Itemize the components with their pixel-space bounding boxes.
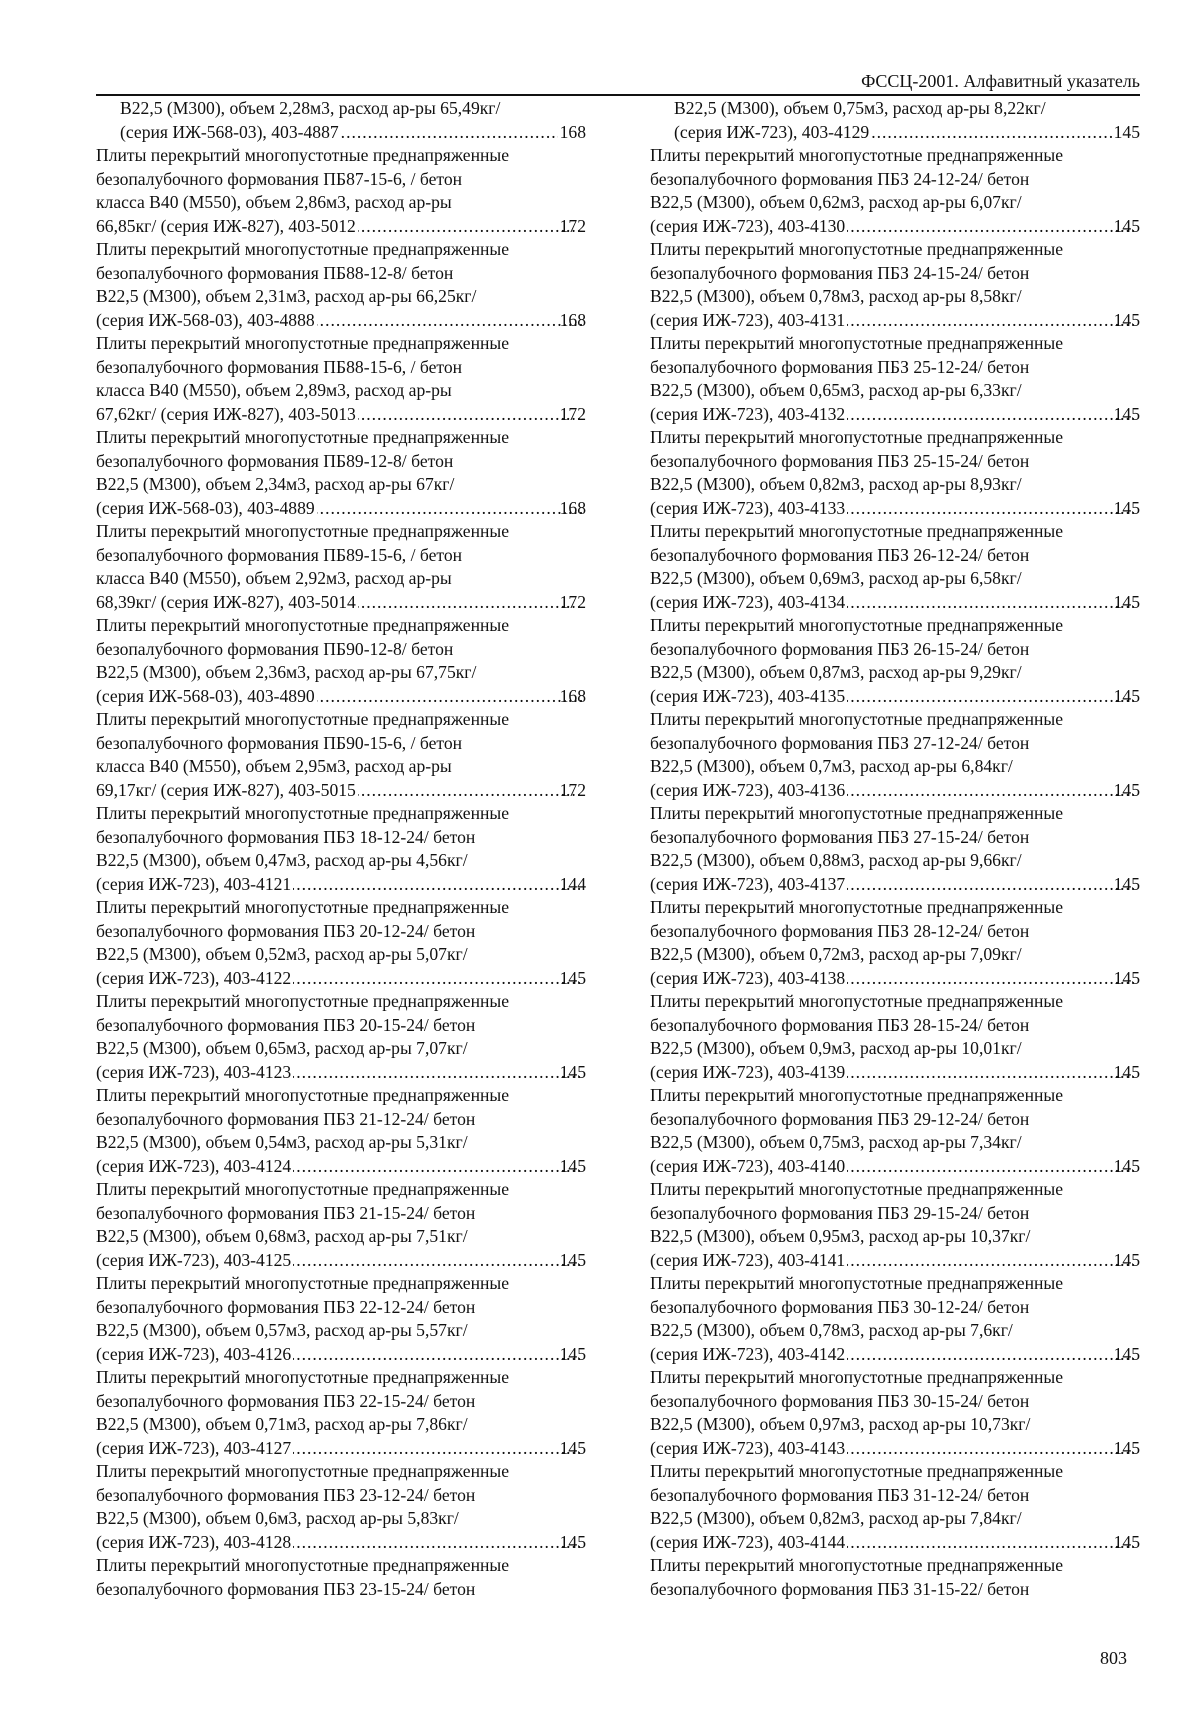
entry-line: класса В40 (М550), объем 2,89м3, расход ар-ры <box>96 380 452 400</box>
entry-reference: (серия ИЖ-568-03), 403-4890 <box>96 685 315 706</box>
entry-reference-line <box>96 1155 586 1179</box>
index-entry <box>650 614 1140 708</box>
entry-reference: (серия ИЖ-723), 403-4136 <box>650 779 846 800</box>
entry-line: Плиты перекрытий многопустотные преднапряженные <box>650 709 1064 729</box>
entry-line: В22,5 (М300), объем 0,95м3, расход ар-ры 10,37кг/ <box>650 1226 1031 1246</box>
entry-line: безопалубочного формования ПБ90-15-6, / бетон <box>96 732 463 753</box>
entry-reference: (серия ИЖ-723), 403-4130 <box>650 215 846 236</box>
entry-line: безопалубочного формования ПБЗ 21-15-24/ бетон <box>96 1202 476 1223</box>
page-number: 803 <box>1100 1648 1127 1668</box>
entry-line: В22,5 (М300), объем 2,34м3, расход ар-ры 67кг/ <box>96 474 455 494</box>
entry-reference-line <box>96 309 586 333</box>
entry-line: Плиты перекрытий многопустотные преднапряженные <box>96 427 510 447</box>
index-entry <box>96 238 586 332</box>
entry-reference: 66,85кг/ (серия ИЖ-827), 403-5012 <box>96 215 356 236</box>
index-entry <box>650 520 1140 614</box>
entry-line: Плиты перекрытий многопустотные преднапряженные <box>650 615 1064 635</box>
entry-page-number: 145 <box>1113 779 1140 800</box>
entry-reference-line <box>650 1343 1140 1367</box>
entry-line: Плиты перекрытий многопустотные преднапряженные <box>96 803 510 823</box>
entry-reference-line <box>96 1343 586 1367</box>
entry-reference: (серия ИЖ-723), 403-4140 <box>650 1155 846 1176</box>
entry-reference-line <box>96 497 586 521</box>
entry-reference: (серия ИЖ-723), 403-4131 <box>650 309 846 330</box>
entry-reference-line <box>96 591 586 615</box>
entry-line: Плиты перекрытий многопустотные преднапряженные <box>96 145 510 165</box>
entry-reference: (серия ИЖ-723), 403-4141 <box>650 1249 846 1270</box>
index-entry <box>650 708 1140 802</box>
index-entry <box>650 896 1140 990</box>
entry-reference: (серия ИЖ-723), 403-4138 <box>650 967 846 988</box>
entry-reference-line <box>674 121 1140 145</box>
entry-reference: (серия ИЖ-723), 403-4129 <box>674 121 870 142</box>
entry-page-number: 145 <box>1113 1249 1140 1270</box>
entry-line: Плиты перекрытий многопустотные преднапряженные <box>96 897 510 917</box>
entry-line: безопалубочного формования ПБЗ 25-15-24/ бетон <box>650 450 1030 471</box>
dot-leader <box>293 967 581 991</box>
entry-line: класса В40 (М550), объем 2,95м3, расход ар-ры <box>96 756 452 776</box>
entry-page-number: 145 <box>1113 1531 1140 1552</box>
entry-line: Плиты перекрытий многопустотные преднапряженные <box>96 1179 510 1199</box>
dot-leader <box>358 403 582 427</box>
entry-line: Плиты перекрытий многопустотные преднапряженные <box>650 239 1064 259</box>
entry-line: Плиты перекрытий многопустотные преднапряженные <box>650 333 1064 353</box>
entry-page-number: 145 <box>1113 121 1140 142</box>
entry-page-number: 168 <box>559 121 586 142</box>
entry-line: безопалубочного формования ПБ88-12-8/ бетон <box>96 262 454 283</box>
entry-line: Плиты перекрытий многопустотные преднапряженные <box>96 991 510 1011</box>
entry-line: Плиты перекрытий многопустотные преднапряженные <box>96 1555 510 1575</box>
entry-reference-line <box>650 779 1140 803</box>
dot-leader <box>293 1343 581 1367</box>
entry-page-number: 172 <box>559 215 586 236</box>
index-entry <box>650 238 1140 332</box>
dot-leader <box>293 1437 581 1461</box>
index-entry <box>96 1178 586 1272</box>
entry-page-number: 145 <box>1113 1155 1140 1176</box>
entry-line: В22,5 (М300), объем 0,6м3, расход ар-ры 5,83кг/ <box>96 1508 459 1528</box>
dot-leader <box>847 1531 1135 1555</box>
index-entry <box>650 97 1140 144</box>
entry-line: безопалубочного формования ПБ88-15-6, / бетон <box>96 356 463 377</box>
entry-line: безопалубочного формования ПБЗ 30-15-24/ бетон <box>650 1390 1030 1411</box>
entry-line: безопалубочного формования ПБЗ 20-12-24/ бетон <box>96 920 476 941</box>
entry-line: В22,5 (М300), объем 0,65м3, расход ар-ры 7,07кг/ <box>96 1038 468 1058</box>
entry-line: безопалубочного формования ПБЗ 20-15-24/ бетон <box>96 1014 476 1035</box>
dot-leader <box>317 497 582 521</box>
entry-line: безопалубочного формования ПБ87-15-6, / бетон <box>96 168 463 189</box>
entry-page-number: 145 <box>1113 309 1140 330</box>
entry-line: безопалубочного формования ПБЗ 29-15-24/ бетон <box>650 1202 1030 1223</box>
dot-leader <box>847 497 1135 521</box>
dot-leader <box>847 1249 1135 1273</box>
entry-page-number: 145 <box>1113 1061 1140 1082</box>
entry-reference-line <box>650 215 1140 239</box>
dot-leader <box>317 309 582 333</box>
index-entry <box>650 144 1140 238</box>
index-entry <box>96 896 586 990</box>
entry-line: Плиты перекрытий многопустотные преднапряженные <box>650 1273 1064 1293</box>
entry-line: В22,5 (М300), объем 2,28м3, расход ар-ры 65,49кг/ <box>120 98 501 118</box>
entry-line: Плиты перекрытий многопустотные преднапряженные <box>96 521 510 541</box>
entry-line: безопалубочного формования ПБЗ 29-12-24/ бетон <box>650 1108 1030 1129</box>
entry-page-number: 145 <box>1113 215 1140 236</box>
entry-page-number: 168 <box>559 685 586 706</box>
entry-line: Плиты перекрытий многопустотные преднапряженные <box>650 1555 1064 1575</box>
entry-line: безопалубочного формования ПБЗ 26-12-24/ бетон <box>650 544 1030 565</box>
dot-leader <box>847 403 1135 427</box>
index-entry <box>96 1272 586 1366</box>
entry-line: В22,5 (М300), объем 0,69м3, расход ар-ры 6,58кг/ <box>650 568 1022 588</box>
dot-leader <box>358 215 582 239</box>
entry-reference: (серия ИЖ-723), 403-4128 <box>96 1531 292 1552</box>
index-entry <box>650 990 1140 1084</box>
entry-line: Плиты перекрытий многопустотные преднапряженные <box>650 427 1064 447</box>
entry-reference-line <box>96 779 586 803</box>
dot-leader <box>847 1155 1135 1179</box>
index-entry <box>650 332 1140 426</box>
entry-line: В22,5 (М300), объем 0,62м3, расход ар-ры 6,07кг/ <box>650 192 1022 212</box>
entry-reference: (серия ИЖ-723), 403-4126 <box>96 1343 292 1364</box>
entry-reference-line <box>650 309 1140 333</box>
entry-reference: (серия ИЖ-723), 403-4143 <box>650 1437 846 1458</box>
dot-leader <box>847 967 1135 991</box>
entry-reference-line <box>96 215 586 239</box>
index-entry <box>650 802 1140 896</box>
dot-leader <box>847 309 1135 333</box>
entry-line: Плиты перекрытий многопустотные преднапряженные <box>96 239 510 259</box>
entry-line: Плиты перекрытий многопустотные преднапряженные <box>650 1461 1064 1481</box>
entry-reference-line <box>650 591 1140 615</box>
index-entry <box>96 802 586 896</box>
dot-leader <box>847 685 1135 709</box>
entry-reference: (серия ИЖ-723), 403-4135 <box>650 685 846 706</box>
entry-line: безопалубочного формования ПБЗ 26-15-24/ бетон <box>650 638 1030 659</box>
index-entry <box>650 1272 1140 1366</box>
index-entry <box>96 1460 586 1554</box>
entry-line: В22,5 (М300), объем 0,47м3, расход ар-ры 4,56кг/ <box>96 850 468 870</box>
entry-page-number: 145 <box>1113 1437 1140 1458</box>
entry-reference: (серия ИЖ-723), 403-4132 <box>650 403 846 424</box>
index-entry <box>96 1554 586 1601</box>
entry-reference: (серия ИЖ-568-03), 403-4887 <box>120 121 339 142</box>
index-entry <box>96 708 586 802</box>
entry-page-number: 172 <box>559 591 586 612</box>
entry-line: Плиты перекрытий многопустотные преднапряженные <box>650 1179 1064 1199</box>
entry-line: Плиты перекрытий многопустотные преднапряженные <box>650 521 1064 541</box>
entry-line: Плиты перекрытий многопустотные преднапряженные <box>96 1273 510 1293</box>
entry-reference-line <box>96 685 586 709</box>
index-entry <box>96 990 586 1084</box>
entry-line: класса В40 (М550), объем 2,86м3, расход ар-ры <box>96 192 452 212</box>
entry-reference: (серия ИЖ-723), 403-4125 <box>96 1249 292 1270</box>
entry-reference: (серия ИЖ-723), 403-4122 <box>96 967 292 988</box>
index-entry <box>650 1084 1140 1178</box>
header-title: ФССЦ-2001. Алфавитный указатель <box>861 71 1140 91</box>
entry-line: В22,5 (М300), объем 0,71м3, расход ар-ры 7,86кг/ <box>96 1414 468 1434</box>
entry-line: Плиты перекрытий многопустотные преднапряженные <box>650 1367 1064 1387</box>
entry-reference-line <box>650 1531 1140 1555</box>
entry-line: безопалубочного формования ПБЗ 31-15-22/ бетон <box>650 1578 1030 1599</box>
entry-reference-line <box>96 403 586 427</box>
entry-line: В22,5 (М300), объем 0,78м3, расход ар-ры 7,6кг/ <box>650 1320 1013 1340</box>
entry-line: безопалубочного формования ПБЗ 30-12-24/ бетон <box>650 1296 1030 1317</box>
entry-line: В22,5 (М300), объем 0,97м3, расход ар-ры 10,73кг/ <box>650 1414 1031 1434</box>
entry-line: безопалубочного формования ПБ90-12-8/ бетон <box>96 638 454 659</box>
dot-leader <box>847 591 1135 615</box>
index-entry <box>96 144 586 238</box>
index-entry <box>650 426 1140 520</box>
entry-page-number: 145 <box>559 967 586 988</box>
index-entry <box>96 426 586 520</box>
entry-line: безопалубочного формования ПБЗ 23-15-24/ бетон <box>96 1578 476 1599</box>
entry-reference-line <box>96 1061 586 1085</box>
entry-line: безопалубочного формования ПБЗ 22-12-24/ бетон <box>96 1296 476 1317</box>
entry-reference-line <box>120 121 586 145</box>
entry-reference: (серия ИЖ-723), 403-4123 <box>96 1061 292 1082</box>
entry-line: В22,5 (М300), объем 0,7м3, расход ар-ры 6,84кг/ <box>650 756 1013 776</box>
entry-page-number: 172 <box>559 403 586 424</box>
entry-reference-line <box>96 1531 586 1555</box>
entry-line: Плиты перекрытий многопустотные преднапряженные <box>96 1461 510 1481</box>
entry-reference-line <box>650 1155 1140 1179</box>
entry-reference: (серия ИЖ-723), 403-4133 <box>650 497 846 518</box>
entry-line: В22,5 (М300), объем 0,82м3, расход ар-ры 8,93кг/ <box>650 474 1022 494</box>
index-entry <box>650 1178 1140 1272</box>
index-entry <box>650 1554 1140 1601</box>
entry-line: В22,5 (М300), объем 0,87м3, расход ар-ры 9,29кг/ <box>650 662 1022 682</box>
dot-leader <box>317 685 582 709</box>
entry-line: В22,5 (М300), объем 0,75м3, расход ар-ры 7,34кг/ <box>650 1132 1022 1152</box>
entry-line: класса В40 (М550), объем 2,92м3, расход ар-ры <box>96 568 452 588</box>
entry-page-number: 145 <box>1113 967 1140 988</box>
entry-reference-line <box>96 1437 586 1461</box>
dot-leader <box>293 1531 581 1555</box>
dot-leader <box>847 1437 1135 1461</box>
entry-line: безопалубочного формования ПБЗ 23-12-24/ бетон <box>96 1484 476 1505</box>
dot-leader <box>341 121 558 145</box>
index-entry <box>96 1084 586 1178</box>
entry-page-number: 145 <box>1113 1343 1140 1364</box>
entry-page-number: 145 <box>559 1343 586 1364</box>
dot-leader <box>847 1061 1135 1085</box>
entry-reference-line <box>96 967 586 991</box>
entry-page-number: 145 <box>1113 873 1140 894</box>
entry-reference: (серия ИЖ-723), 403-4144 <box>650 1531 846 1552</box>
entry-reference: (серия ИЖ-568-03), 403-4889 <box>96 497 315 518</box>
index-entry <box>96 97 586 144</box>
entry-line: Плиты перекрытий многопустотные преднапряженные <box>650 897 1064 917</box>
entry-line: Плиты перекрытий многопустотные преднапряженные <box>96 615 510 635</box>
entry-reference: 67,62кг/ (серия ИЖ-827), 403-5013 <box>96 403 356 424</box>
entry-reference-line <box>650 1437 1140 1461</box>
dot-leader <box>293 1249 581 1273</box>
entry-page-number: 145 <box>559 1061 586 1082</box>
entry-line: безопалубочного формования ПБЗ 28-15-24/ бетон <box>650 1014 1030 1035</box>
entry-reference: (серия ИЖ-568-03), 403-4888 <box>96 309 315 330</box>
entry-line: В22,5 (М300), объем 2,36м3, расход ар-ры 67,75кг/ <box>96 662 477 682</box>
index-entry <box>96 332 586 426</box>
entry-reference-line <box>650 1061 1140 1085</box>
entry-line: В22,5 (М300), объем 0,57м3, расход ар-ры 5,57кг/ <box>96 1320 468 1340</box>
entry-reference: (серия ИЖ-723), 403-4142 <box>650 1343 846 1364</box>
entry-reference: (серия ИЖ-723), 403-4137 <box>650 873 846 894</box>
dot-leader <box>293 873 581 897</box>
entry-page-number: 145 <box>1113 403 1140 424</box>
dot-leader <box>358 591 582 615</box>
dot-leader <box>358 779 582 803</box>
dot-leader <box>847 1343 1135 1367</box>
entry-page-number: 145 <box>559 1437 586 1458</box>
entry-line: В22,5 (М300), объем 0,68м3, расход ар-ры 7,51кг/ <box>96 1226 468 1246</box>
entry-line: Плиты перекрытий многопустотные преднапряженные <box>96 333 510 353</box>
index-entry <box>650 1460 1140 1554</box>
dot-leader <box>293 1061 581 1085</box>
dot-leader <box>847 779 1135 803</box>
entry-line: безопалубочного формования ПБЗ 22-15-24/ бетон <box>96 1390 476 1411</box>
index-entry <box>96 1366 586 1460</box>
entry-page-number: 145 <box>559 1531 586 1552</box>
entry-line: В22,5 (М300), объем 0,54м3, расход ар-ры 5,31кг/ <box>96 1132 468 1152</box>
entry-line: безопалубочного формования ПБ89-12-8/ бетон <box>96 450 454 471</box>
index-column-right <box>650 97 1140 1601</box>
entry-page-number: 145 <box>559 1155 586 1176</box>
index-entry <box>96 614 586 708</box>
entry-line: В22,5 (М300), объем 0,52м3, расход ар-ры 5,07кг/ <box>96 944 468 964</box>
entry-page-number: 145 <box>1113 591 1140 612</box>
entry-reference: (серия ИЖ-723), 403-4121 <box>96 873 292 894</box>
entry-line: безопалубочного формования ПБЗ 25-12-24/ бетон <box>650 356 1030 377</box>
entry-line: безопалубочного формования ПБЗ 21-12-24/ бетон <box>96 1108 476 1129</box>
entry-line: безопалубочного формования ПБЗ 27-12-24/ бетон <box>650 732 1030 753</box>
entry-line: Плиты перекрытий многопустотные преднапряженные <box>650 1085 1064 1105</box>
entry-line: В22,5 (М300), объем 0,9м3, расход ар-ры 10,01кг/ <box>650 1038 1022 1058</box>
entry-reference-line <box>650 685 1140 709</box>
entry-page-number: 144 <box>559 873 586 894</box>
entry-line: Плиты перекрытий многопустотные преднапряженные <box>650 803 1064 823</box>
entry-line: В22,5 (М300), объем 0,78м3, расход ар-ры 8,58кг/ <box>650 286 1022 306</box>
dot-leader <box>293 1155 581 1179</box>
running-header <box>96 70 1140 96</box>
index-column-left <box>96 97 586 1601</box>
dot-leader <box>871 121 1111 145</box>
entry-reference-line <box>96 1249 586 1273</box>
entry-line: Плиты перекрытий многопустотные преднапряженные <box>96 1085 510 1105</box>
entry-line: В22,5 (М300), объем 0,75м3, расход ар-ры 8,22кг/ <box>674 98 1046 118</box>
entry-line: В22,5 (М300), объем 0,82м3, расход ар-ры 7,84кг/ <box>650 1508 1022 1528</box>
entry-line: Плиты перекрытий многопустотные преднапряженные <box>650 991 1064 1011</box>
entry-reference-line <box>650 873 1140 897</box>
entry-page-number: 172 <box>559 779 586 800</box>
entry-line: безопалубочного формования ПБЗ 24-12-24/ бетон <box>650 168 1030 189</box>
entry-line: безопалубочного формования ПБЗ 24-15-24/ бетон <box>650 262 1030 283</box>
entry-reference: (серия ИЖ-723), 403-4134 <box>650 591 846 612</box>
entry-page-number: 145 <box>1113 497 1140 518</box>
entry-reference: 69,17кг/ (серия ИЖ-827), 403-5015 <box>96 779 356 800</box>
entry-line: Плиты перекрытий многопустотные преднапряженные <box>96 1367 510 1387</box>
entry-line: безопалубочного формования ПБЗ 31-12-24/ бетон <box>650 1484 1030 1505</box>
entry-line: безопалубочного формования ПБ89-15-6, / бетон <box>96 544 463 565</box>
entry-reference-line <box>650 403 1140 427</box>
entry-line: В22,5 (М300), объем 0,72м3, расход ар-ры 7,09кг/ <box>650 944 1022 964</box>
entry-reference: (серия ИЖ-723), 403-4124 <box>96 1155 292 1176</box>
entry-reference: 68,39кг/ (серия ИЖ-827), 403-5014 <box>96 591 356 612</box>
index-entry <box>650 1366 1140 1460</box>
entry-line: безопалубочного формования ПБЗ 28-12-24/ бетон <box>650 920 1030 941</box>
entry-line: В22,5 (М300), объем 0,65м3, расход ар-ры 6,33кг/ <box>650 380 1022 400</box>
entry-line: Плиты перекрытий многопустотные преднапряженные <box>650 145 1064 165</box>
entry-reference-line <box>650 497 1140 521</box>
entry-line: Плиты перекрытий многопустотные преднапряженные <box>96 709 510 729</box>
entry-page-number: 145 <box>559 1249 586 1270</box>
entry-page-number: 168 <box>559 309 586 330</box>
index-entry <box>96 520 586 614</box>
entry-reference: (серия ИЖ-723), 403-4127 <box>96 1437 292 1458</box>
entry-reference-line <box>650 1249 1140 1273</box>
dot-leader <box>847 215 1135 239</box>
dot-leader <box>847 873 1135 897</box>
entry-reference-line <box>96 873 586 897</box>
entry-page-number: 145 <box>1113 685 1140 706</box>
entry-line: безопалубочного формования ПБЗ 27-15-24/ бетон <box>650 826 1030 847</box>
entry-reference-line <box>650 967 1140 991</box>
entry-line: В22,5 (М300), объем 2,31м3, расход ар-ры 66,25кг/ <box>96 286 477 306</box>
entry-page-number: 168 <box>559 497 586 518</box>
entry-line: В22,5 (М300), объем 0,88м3, расход ар-ры 9,66кг/ <box>650 850 1022 870</box>
entry-reference: (серия ИЖ-723), 403-4139 <box>650 1061 846 1082</box>
entry-line: безопалубочного формования ПБЗ 18-12-24/ бетон <box>96 826 476 847</box>
